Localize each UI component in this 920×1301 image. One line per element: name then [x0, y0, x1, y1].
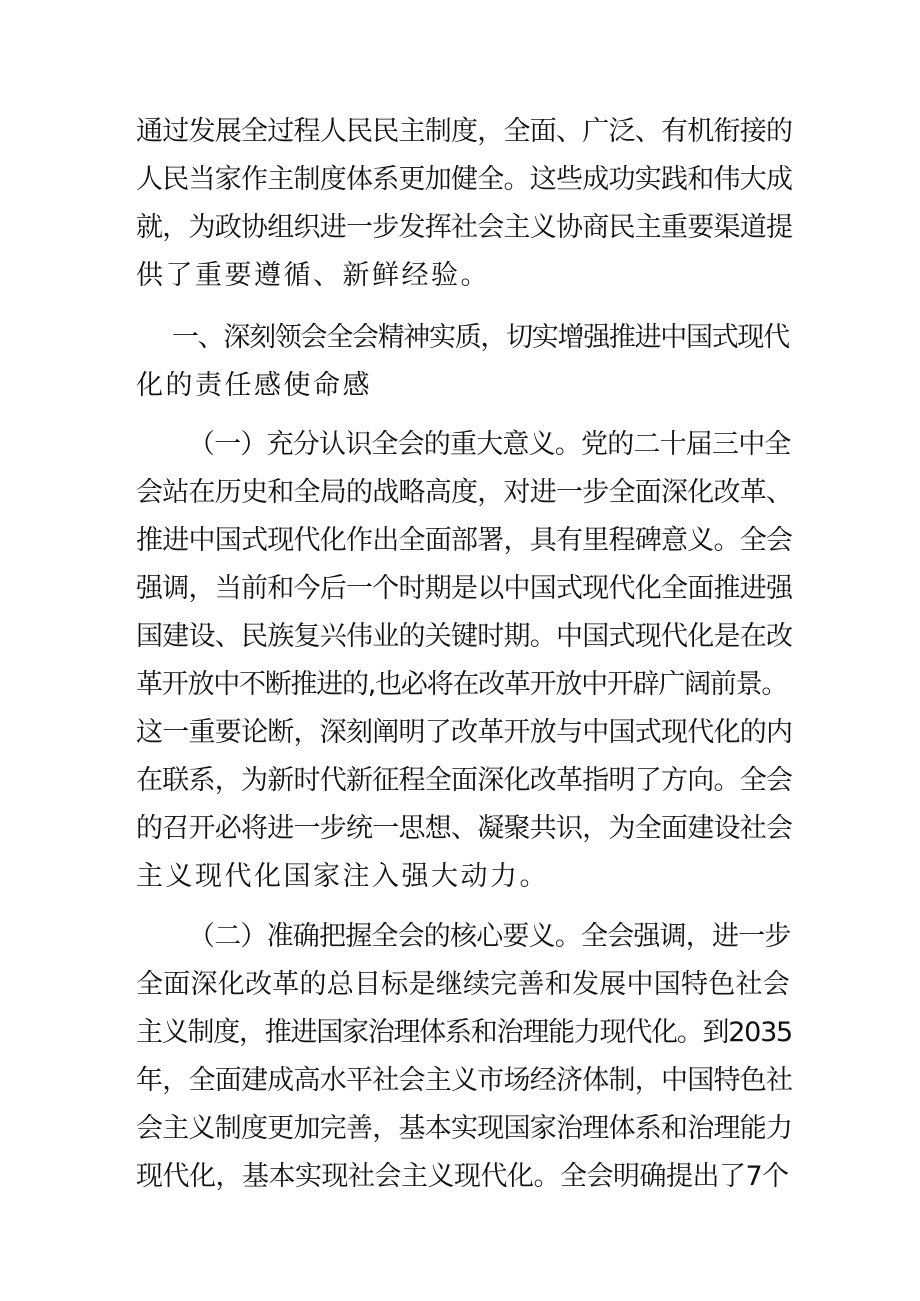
text-line: 这一重要论断，深刻阐明了改革开放与中国式现代化的内 — [136, 717, 793, 748]
text-line: 主义制度，推进国家治理体系和治理能力现代化。到2035 — [136, 1017, 792, 1048]
text-line: 强调，当前和今后一个时期是以中国式现代化全面推进强 — [136, 573, 793, 604]
text-line: 主义现代化国家注入强大动力。 — [136, 861, 549, 892]
text-line: 的召开必将进一步统一思想、凝聚共识，为全面建设社会 — [136, 813, 793, 844]
text-line: 通过发展全过程人民民主制度，全面、广泛、有机衔接的 — [136, 116, 793, 147]
text-line: 全面深化改革的总目标是继续完善和发展中国特色社会 — [136, 969, 790, 1000]
text-line: （二）准确把握全会的核心要义。全会强调，进一步 — [188, 921, 791, 952]
heading-line: 化的责任感使命感 — [136, 370, 372, 401]
text-line: 革开放中不断推进的,也必将在改革开放中开辟广阔前景。 — [136, 669, 788, 700]
text-line: 会主义制度更加完善，基本实现国家治理体系和治理能力 — [136, 1113, 793, 1144]
text-line: 年，全面建成高水平社会主义市场经济体制，中国特色社 — [136, 1065, 793, 1096]
text-line: 在联系，为新时代新征程全面深化改革指明了方向。全会 — [136, 765, 793, 796]
text-line: 会站在历史和全局的战略高度，对进一步全面深化改革、 — [136, 477, 793, 508]
text-line: 供了重要遵循、新鲜经验。 — [136, 260, 490, 291]
text-line: （一）充分认识全会的重大意义。党的二十届三中全 — [188, 429, 791, 460]
text-line: 人民当家作主制度体系更加健全。这些成功实践和伟大成 — [136, 164, 793, 195]
text-line: 现代化，基本实现社会主义现代化。全会明确提出了7个 — [136, 1161, 789, 1192]
text-line: 推进中国式现代化作出全面部署，具有里程碑意义。全会 — [136, 525, 793, 556]
heading-line: 一、深刻领会全会精神实质，切实增强推进中国式现代 — [172, 322, 789, 353]
text-line: 国建设、民族复兴伟业的关键时期。中国式现代化是在改 — [136, 621, 793, 652]
text-line: 就，为政协组织进一步发挥社会主义协商民主重要渠道提 — [136, 212, 793, 243]
